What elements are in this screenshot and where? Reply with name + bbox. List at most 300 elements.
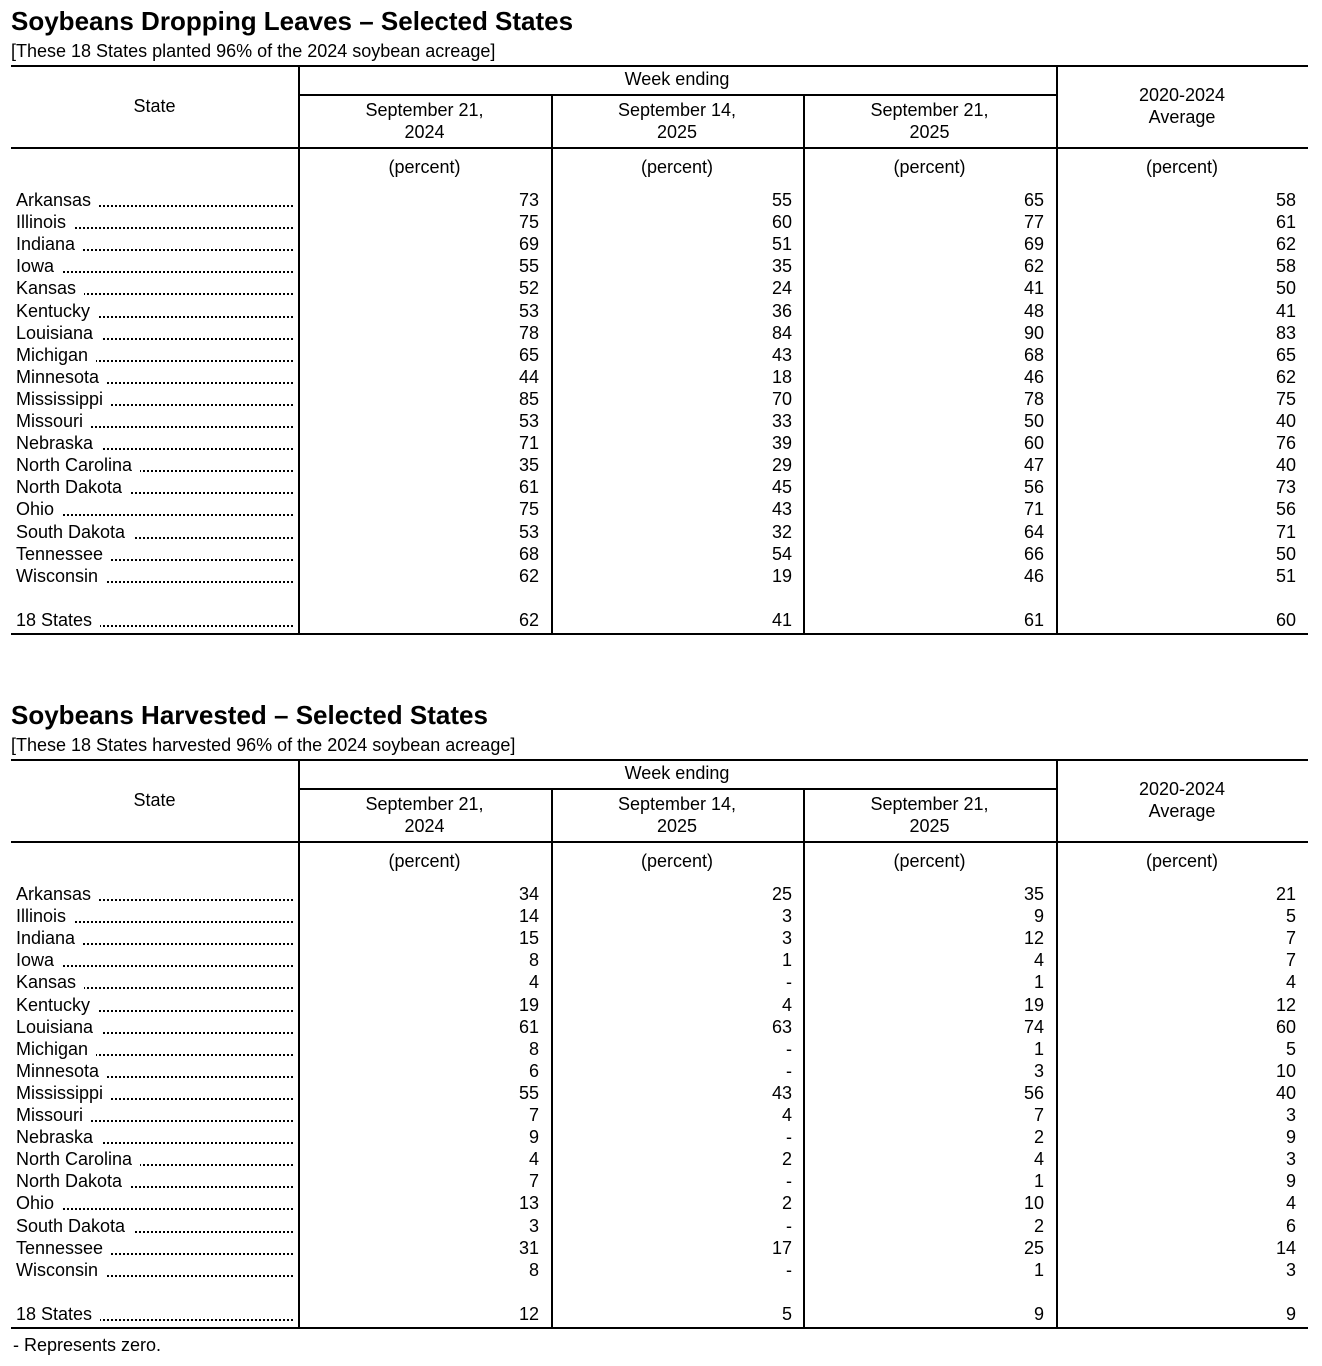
value-cell: 3	[1285, 1149, 1296, 1170]
value-cell: 40	[1275, 411, 1296, 431]
state-cell	[16, 1126, 293, 1148]
unit-label: (percent)	[388, 851, 461, 871]
state-cell	[16, 233, 293, 255]
table-row	[11, 565, 1308, 587]
table-title: Soybeans Dropping Leaves – Selected States	[11, 6, 574, 36]
table-row	[11, 454, 1308, 476]
table-row	[11, 277, 1308, 299]
value-cell: 55	[518, 256, 539, 277]
state-column-header: State	[133, 96, 176, 116]
value-cell: 71	[1275, 521, 1296, 542]
state-name: North Carolina	[16, 455, 140, 475]
value-cell: 56	[1275, 499, 1296, 520]
state-name: Tennessee	[16, 1238, 111, 1258]
state-cell	[16, 543, 293, 565]
table-row	[11, 1038, 1308, 1060]
value-cell: 3	[528, 1215, 539, 1236]
value-cell: 56	[1023, 477, 1044, 498]
value-cell: 33	[771, 411, 792, 431]
state-name: Illinois	[16, 906, 74, 926]
state-name: Arkansas	[16, 190, 99, 210]
table-row	[11, 1104, 1308, 1126]
value-cell: 24	[771, 278, 792, 299]
data-table	[11, 759, 1308, 1339]
value-cell: 35	[1023, 884, 1044, 904]
value-cell: 1	[1033, 1171, 1044, 1192]
average-column-header: 2020-2024	[1138, 85, 1226, 105]
state-name: Illinois	[16, 212, 74, 232]
value-cell: 62	[518, 565, 539, 586]
table-row	[11, 498, 1308, 520]
state-name: Nebraska	[16, 1127, 101, 1147]
table-row	[11, 255, 1308, 277]
average-column-header: 2020-2024	[1138, 779, 1226, 799]
average-column-header-sub: Average	[1148, 107, 1216, 127]
value-cell: 60	[771, 212, 792, 233]
value-cell: 36	[771, 300, 792, 321]
value-cell: 61	[518, 1016, 539, 1037]
total-value-cell: 5	[781, 1304, 792, 1324]
header-bottom-rule	[11, 841, 1308, 843]
state-name: Michigan	[16, 1039, 96, 1059]
unit-label: (percent)	[1145, 851, 1219, 871]
state-cell	[16, 609, 293, 631]
week-ending-rule	[298, 788, 1056, 790]
value-cell: 50	[1275, 543, 1296, 564]
value-cell: 62	[1023, 256, 1044, 277]
table-row	[11, 883, 1308, 905]
state-column-header: State	[133, 790, 176, 810]
value-cell: 25	[1023, 1237, 1044, 1258]
value-cell: 61	[1275, 212, 1296, 233]
value-cell: 9	[528, 1127, 539, 1148]
state-cell	[16, 388, 293, 410]
value-cell: 2	[781, 1149, 792, 1170]
value-cell: 45	[771, 477, 792, 498]
value-cell: 64	[1023, 521, 1044, 542]
value-cell: 41	[1023, 278, 1044, 299]
value-cell: 2	[781, 1193, 792, 1214]
state-name: Tennessee	[16, 544, 111, 564]
value-cell: 3	[1033, 1060, 1044, 1081]
value-cell: 40	[1275, 1082, 1296, 1103]
table-bottom-rule	[11, 633, 1308, 635]
value-cell: 3	[781, 906, 792, 927]
value-cell: 85	[518, 388, 539, 409]
state-cell	[16, 366, 293, 388]
state-cell	[16, 1148, 293, 1170]
value-cell: 55	[771, 190, 792, 210]
value-cell: 6	[528, 1060, 539, 1081]
state-cell	[16, 1192, 293, 1214]
total-value-cell: 61	[1023, 610, 1044, 630]
state-cell	[16, 255, 293, 277]
state-cell	[16, 994, 293, 1016]
state-cell	[16, 454, 293, 476]
state-name: Wisconsin	[16, 1260, 106, 1280]
header-bottom-rule	[11, 147, 1308, 149]
state-cell	[16, 927, 293, 949]
total-row	[11, 609, 1308, 631]
column-header-date: September 21,	[870, 100, 989, 120]
state-name: Minnesota	[16, 367, 107, 387]
state-cell	[16, 1237, 293, 1259]
state-name: Minnesota	[16, 1061, 107, 1081]
value-cell: 7	[528, 1171, 539, 1192]
value-cell: 3	[781, 928, 792, 949]
value-cell: 14	[1275, 1237, 1296, 1258]
value-cell: 73	[518, 190, 539, 210]
state-cell	[16, 1170, 293, 1192]
value-cell: 3	[1285, 1105, 1296, 1125]
value-cell: 9	[1285, 1171, 1296, 1192]
state-name: Ohio	[16, 1193, 62, 1213]
state-cell	[16, 432, 293, 454]
table-row	[11, 521, 1308, 543]
value-cell: 19	[771, 565, 792, 586]
value-cell: 8	[528, 1259, 539, 1280]
column-header-date: September 21,	[870, 794, 989, 814]
state-name: Nebraska	[16, 433, 101, 453]
state-cell	[16, 905, 293, 927]
state-name: North Dakota	[16, 477, 130, 497]
state-name: Mississippi	[16, 1083, 111, 1103]
table-row	[11, 927, 1308, 949]
unit-label: (percent)	[1145, 157, 1219, 177]
table-row	[11, 1215, 1308, 1237]
value-cell: 8	[528, 950, 539, 971]
value-cell: 63	[771, 1016, 792, 1037]
value-cell: 7	[1285, 950, 1296, 971]
value-cell: 60	[1275, 1016, 1296, 1037]
value-cell: 15	[518, 928, 539, 949]
value-cell: 19	[1023, 994, 1044, 1015]
value-cell: 21	[1275, 884, 1296, 904]
unit-label: (percent)	[640, 157, 714, 177]
value-cell: 1	[1033, 1038, 1044, 1059]
state-cell	[16, 322, 293, 344]
column-header-year: 2025	[909, 122, 950, 142]
state-cell	[16, 1259, 293, 1281]
table-row	[11, 1126, 1308, 1148]
table-row	[11, 1148, 1308, 1170]
state-cell	[16, 1016, 293, 1038]
value-cell: 58	[1275, 190, 1296, 210]
value-cell: 4	[781, 994, 792, 1015]
table-subtitle: [These 18 States planted 96% of the 2024 soybean acreage]	[11, 41, 496, 61]
value-cell: 4	[528, 1149, 539, 1170]
value-cell: 1	[1033, 972, 1044, 993]
value-cell: 69	[518, 234, 539, 255]
value-cell: 1	[781, 950, 792, 971]
table-row	[11, 233, 1308, 255]
value-cell: 53	[518, 521, 539, 542]
value-cell: 44	[518, 366, 539, 387]
state-name: South Dakota	[16, 1216, 133, 1236]
value-cell: 8	[528, 1038, 539, 1059]
value-cell: 43	[771, 499, 792, 520]
value-cell: -	[786, 1171, 792, 1192]
table-subtitle: [These 18 States harvested 96% of the 2024 soybean acreage]	[11, 735, 516, 755]
value-cell: 66	[1023, 543, 1044, 564]
table-top-rule	[11, 759, 1308, 761]
column-header-year: 2025	[656, 122, 698, 142]
value-cell: 53	[518, 300, 539, 321]
value-cell: 56	[1023, 1082, 1044, 1103]
value-cell: -	[786, 972, 792, 993]
average-column-header-sub: Average	[1148, 801, 1216, 821]
value-cell: 4	[1033, 950, 1044, 971]
value-cell: -	[786, 1038, 792, 1059]
table-row	[11, 322, 1308, 344]
value-cell: 78	[1023, 388, 1044, 409]
state-name: Wisconsin	[16, 566, 106, 586]
value-cell: 2	[1033, 1215, 1044, 1236]
state-cell	[16, 1060, 293, 1082]
column-header-date: September 21,	[365, 794, 484, 814]
state-name: Kentucky	[16, 995, 98, 1015]
table-row	[11, 994, 1308, 1016]
total-row	[11, 1303, 1308, 1325]
value-cell: 58	[1275, 256, 1296, 277]
table-row	[11, 410, 1308, 432]
value-cell: 7	[1033, 1105, 1044, 1125]
value-cell: 46	[1023, 565, 1044, 586]
value-cell: 71	[518, 433, 539, 454]
total-value-cell: 12	[518, 1304, 539, 1324]
state-name: Ohio	[16, 499, 62, 519]
value-cell: 68	[518, 543, 539, 564]
total-value-cell: 62	[518, 610, 539, 630]
state-name: Iowa	[16, 950, 62, 970]
value-cell: 4	[781, 1105, 792, 1125]
state-name: Kansas	[16, 972, 84, 992]
state-cell	[16, 971, 293, 993]
state-cell	[16, 521, 293, 543]
column-header-date: September 14,	[617, 100, 737, 120]
value-cell: 62	[1275, 234, 1296, 255]
value-cell: 73	[1275, 477, 1296, 498]
value-cell: 83	[1275, 322, 1296, 343]
value-cell: -	[786, 1259, 792, 1280]
value-cell: 70	[771, 388, 792, 409]
value-cell: 13	[518, 1193, 539, 1214]
value-cell: 90	[1023, 322, 1044, 343]
state-name: Indiana	[16, 928, 83, 948]
state-cell	[16, 1082, 293, 1104]
state-name: North Carolina	[16, 1149, 140, 1169]
state-cell	[16, 565, 293, 587]
value-cell: 5	[1285, 906, 1296, 927]
data-table	[11, 65, 1308, 645]
state-cell	[16, 300, 293, 322]
state-name: Louisiana	[16, 1017, 101, 1037]
value-cell: 12	[1275, 994, 1296, 1015]
value-cell: -	[786, 1215, 792, 1236]
week-ending-header: Week ending	[624, 69, 730, 89]
value-cell: 1	[1033, 1259, 1044, 1280]
column-header-date: September 21,	[365, 100, 484, 120]
unit-label: (percent)	[640, 851, 714, 871]
value-cell: 71	[1023, 499, 1044, 520]
state-name: North Dakota	[16, 1171, 130, 1191]
table-row	[11, 1192, 1308, 1214]
table-row	[11, 905, 1308, 927]
total-value-cell: 60	[1275, 610, 1296, 630]
value-cell: 52	[518, 278, 539, 299]
value-cell: 75	[518, 212, 539, 233]
unit-label: (percent)	[893, 157, 966, 177]
value-cell: 9	[1033, 906, 1044, 927]
value-cell: 46	[1023, 366, 1044, 387]
state-cell	[16, 476, 293, 498]
state-cell	[16, 498, 293, 520]
table-row	[11, 366, 1308, 388]
table-row	[11, 388, 1308, 410]
value-cell: 10	[1023, 1193, 1044, 1214]
state-cell	[16, 211, 293, 233]
value-cell: 78	[518, 322, 539, 343]
table-row	[11, 543, 1308, 565]
value-cell: 77	[1023, 212, 1044, 233]
value-cell: 65	[518, 344, 539, 365]
state-cell	[16, 1215, 293, 1237]
state-cell	[16, 1038, 293, 1060]
column-header-year: 2024	[404, 122, 445, 142]
value-cell: 25	[771, 884, 792, 904]
value-cell: 29	[771, 455, 792, 476]
value-cell: 4	[1033, 1149, 1044, 1170]
table-title: Soybeans Harvested – Selected States	[11, 700, 488, 730]
state-name: Iowa	[16, 256, 62, 276]
column-header-year: 2025	[909, 816, 950, 836]
value-cell: 4	[528, 972, 539, 993]
value-cell: 7	[1285, 928, 1296, 949]
total-value-cell: 41	[771, 610, 792, 630]
table-row	[11, 432, 1308, 454]
table-row	[11, 1237, 1308, 1259]
state-name: Indiana	[16, 234, 83, 254]
value-cell: 3	[1285, 1259, 1296, 1280]
value-cell: 34	[518, 884, 539, 904]
state-name: South Dakota	[16, 522, 133, 542]
value-cell: 76	[1275, 433, 1296, 454]
value-cell: 60	[1023, 433, 1044, 454]
value-cell: 9	[1285, 1127, 1296, 1148]
value-cell: 50	[1275, 278, 1296, 299]
unit-label: (percent)	[893, 851, 966, 871]
table-row	[11, 971, 1308, 993]
state-name: Arkansas	[16, 884, 99, 904]
value-cell: 68	[1023, 344, 1044, 365]
state-cell	[16, 410, 293, 432]
value-cell: 39	[771, 433, 792, 454]
table-row	[11, 211, 1308, 233]
value-cell: 65	[1023, 190, 1044, 210]
state-cell	[16, 344, 293, 366]
table-row	[11, 1016, 1308, 1038]
value-cell: 35	[771, 256, 792, 277]
column-header-year: 2024	[404, 816, 445, 836]
table-top-rule	[11, 65, 1308, 67]
value-cell: -	[786, 1060, 792, 1081]
value-cell: 61	[518, 477, 539, 498]
value-cell: 19	[518, 994, 539, 1015]
value-cell: 51	[771, 234, 792, 255]
table-row	[11, 1170, 1308, 1192]
value-cell: 54	[771, 543, 792, 564]
value-cell: 75	[518, 499, 539, 520]
table-row	[11, 949, 1308, 971]
value-cell: -	[786, 1127, 792, 1148]
value-cell: 48	[1023, 300, 1044, 321]
value-cell: 51	[1275, 565, 1296, 586]
state-name: Kentucky	[16, 301, 98, 321]
state-name: Kansas	[16, 278, 84, 298]
value-cell: 7	[528, 1105, 539, 1125]
state-name: Missouri	[16, 1105, 91, 1125]
table-row	[11, 300, 1308, 322]
value-cell: 69	[1023, 234, 1044, 255]
table-bottom-rule	[11, 1327, 1308, 1329]
value-cell: 35	[518, 455, 539, 476]
state-name: Missouri	[16, 411, 91, 431]
table-row	[11, 344, 1308, 366]
state-cell	[16, 883, 293, 905]
value-cell: 12	[1023, 928, 1044, 949]
state-cell	[16, 1104, 293, 1126]
state-name: Mississippi	[16, 389, 111, 409]
value-cell: 43	[771, 344, 792, 365]
value-cell: 65	[1275, 344, 1296, 365]
value-cell: 5	[1285, 1038, 1296, 1059]
value-cell: 47	[1023, 455, 1044, 476]
value-cell: 4	[1285, 1193, 1296, 1214]
value-cell: 32	[771, 521, 792, 542]
value-cell: 17	[771, 1237, 792, 1258]
column-header-year: 2025	[656, 816, 698, 836]
value-cell: 41	[1275, 300, 1296, 321]
total-label: 18 States	[16, 610, 100, 630]
value-cell: 4	[1285, 972, 1296, 993]
value-cell: 40	[1275, 455, 1296, 476]
value-cell: 75	[1275, 388, 1296, 409]
total-value-cell: 9	[1285, 1304, 1296, 1324]
state-name: Michigan	[16, 345, 96, 365]
table-row	[11, 476, 1308, 498]
value-cell: 84	[771, 322, 792, 343]
total-value-cell: 9	[1033, 1304, 1044, 1324]
state-name: Louisiana	[16, 323, 101, 343]
week-ending-rule	[298, 94, 1056, 96]
column-header-date: September 14,	[617, 794, 737, 814]
value-cell: 14	[518, 906, 539, 927]
value-cell: 62	[1275, 366, 1296, 387]
value-cell: 6	[1285, 1215, 1296, 1236]
value-cell: 43	[771, 1082, 792, 1103]
state-cell	[16, 1303, 293, 1325]
total-label: 18 States	[16, 1304, 100, 1324]
value-cell: 31	[518, 1237, 539, 1258]
state-cell	[16, 189, 293, 211]
unit-label: (percent)	[388, 157, 461, 177]
table-row	[11, 1082, 1308, 1104]
value-cell: 10	[1275, 1060, 1296, 1081]
value-cell: 18	[771, 366, 792, 387]
table-row	[11, 1259, 1308, 1281]
state-cell	[16, 949, 293, 971]
value-cell: 53	[518, 411, 539, 431]
